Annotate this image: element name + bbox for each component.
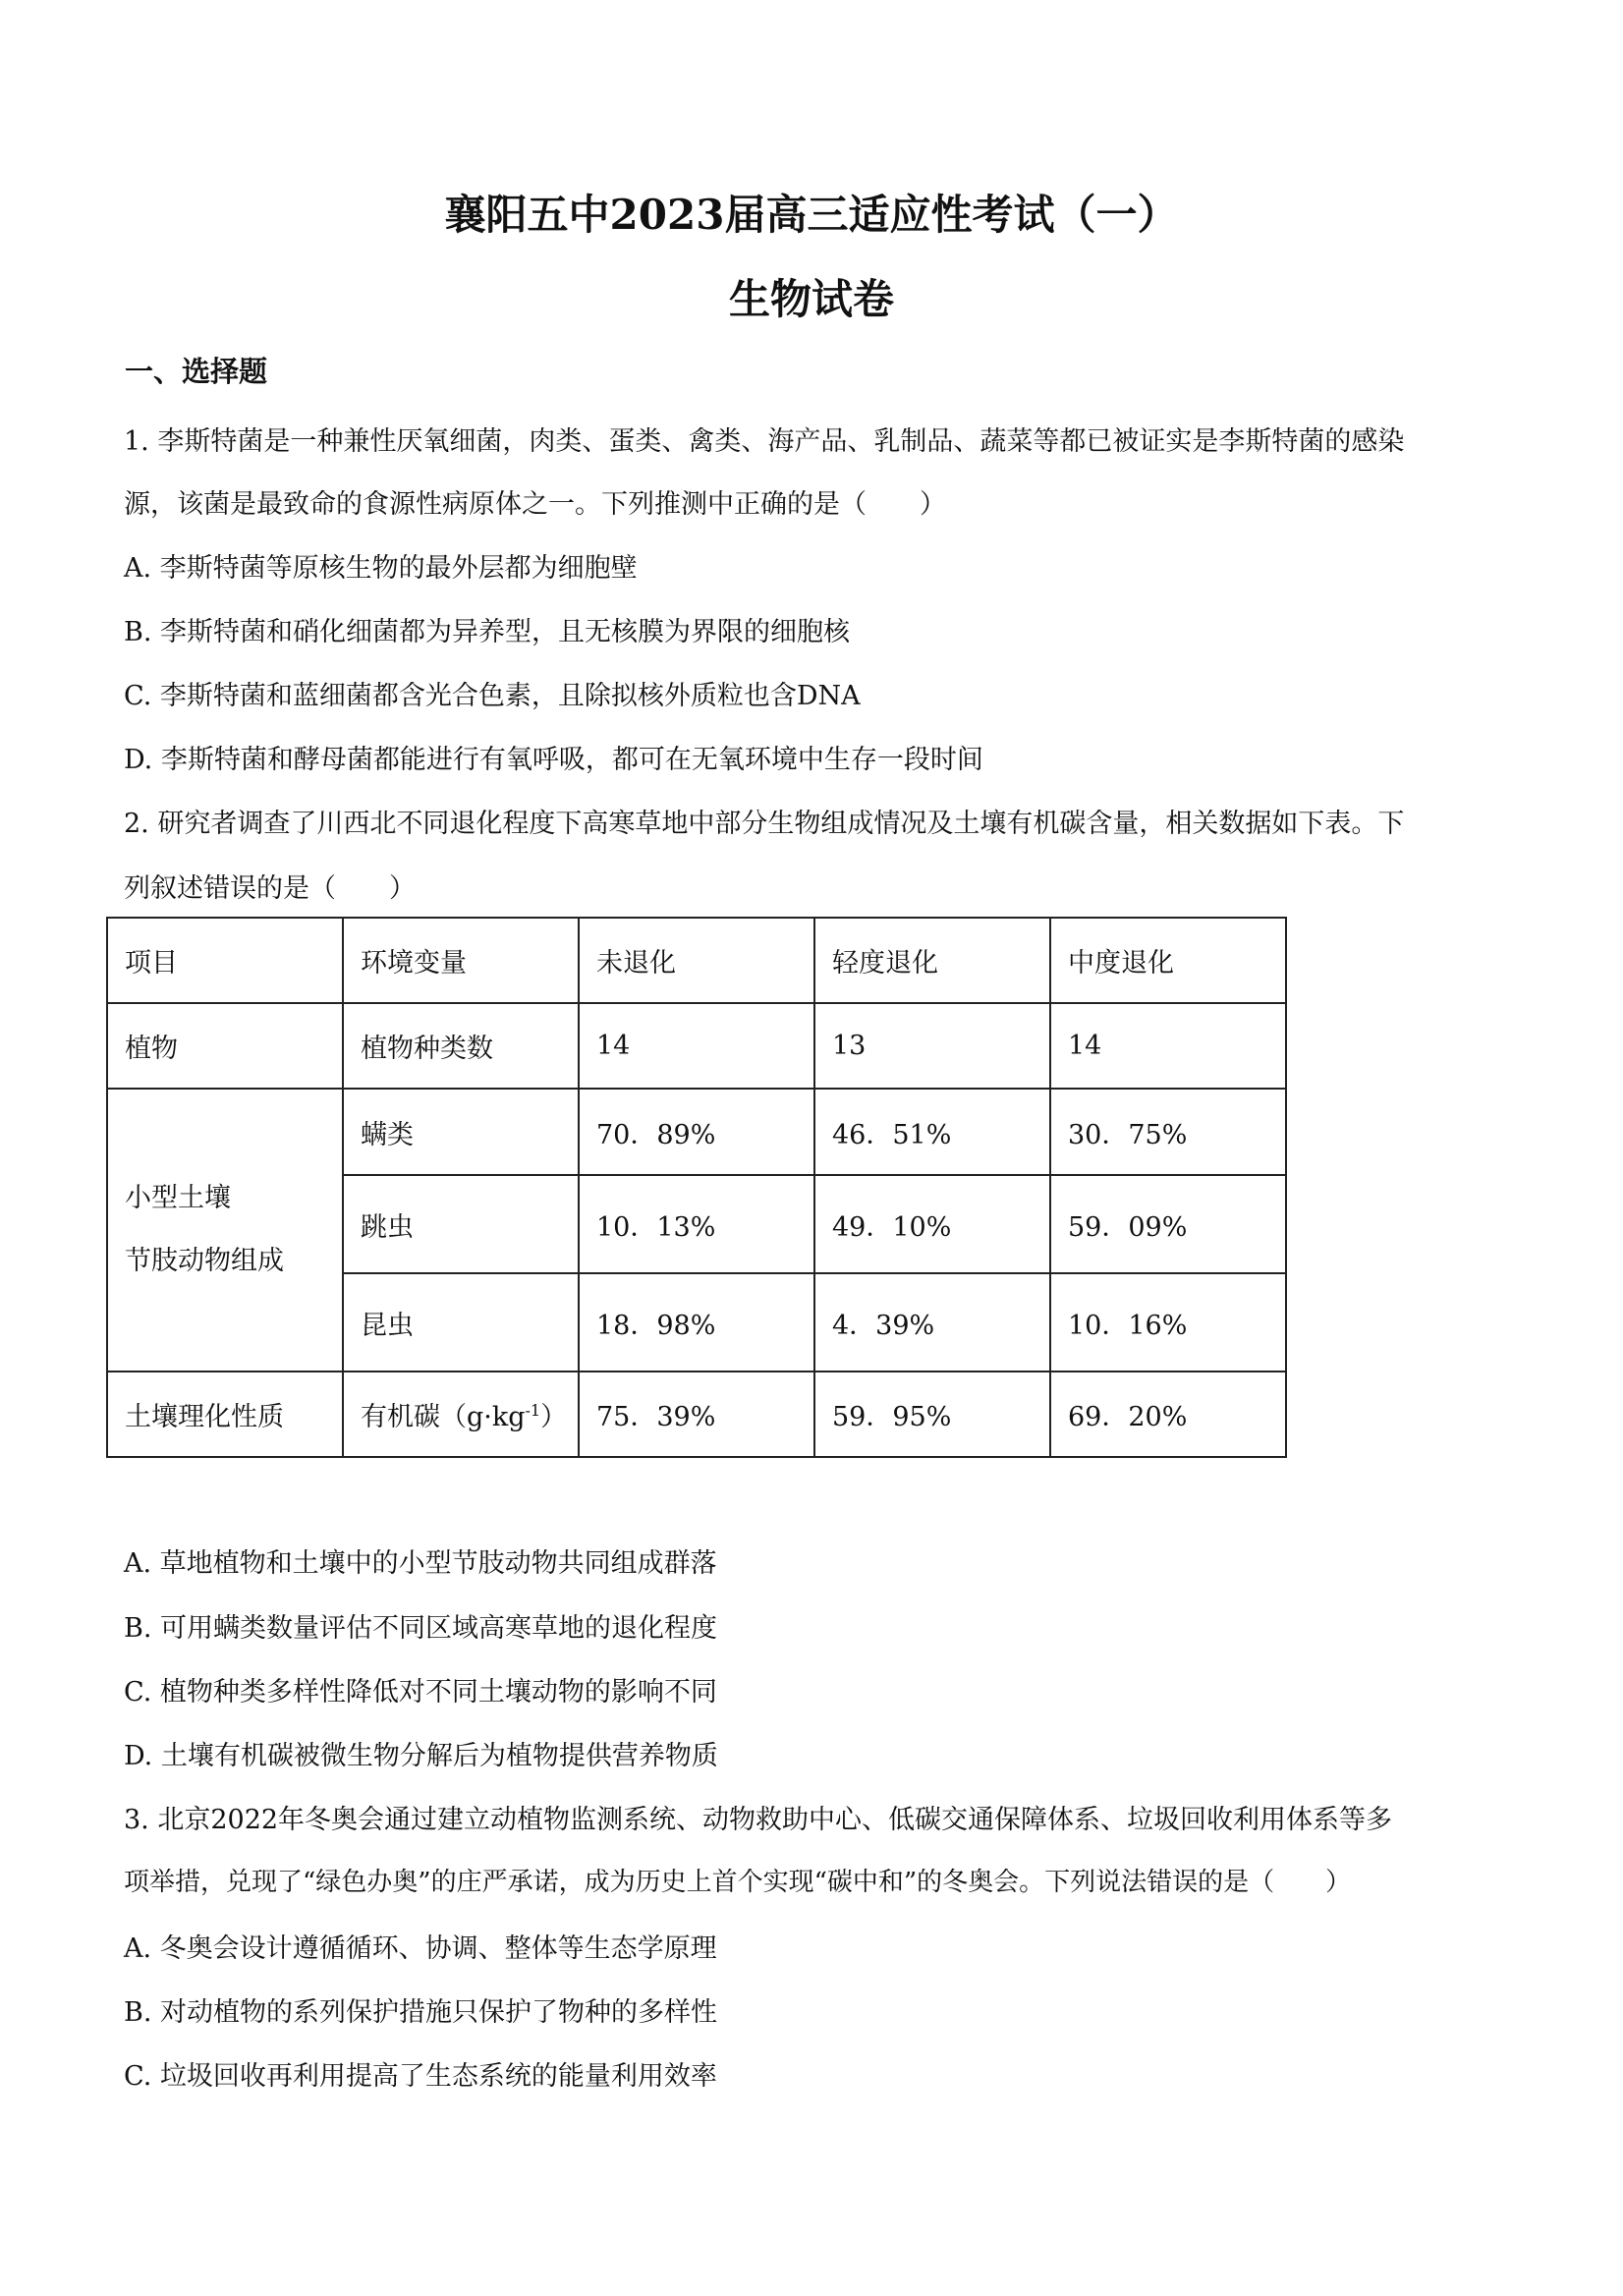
table-cell: 49．10% [814, 1175, 1050, 1273]
animal-item-line2: 节肢动物组成 [125, 1246, 284, 1276]
q2-option-b: B. 可用螨类数量评估不同区域高寒草地的退化程度 [124, 1613, 718, 1644]
table-cell: 昆虫 [343, 1273, 579, 1372]
q1-option-d: D. 李斯特菌和酵母菌都能进行有氧呼吸，都可在无氧环境中生存一段时间 [124, 745, 983, 775]
table-header-cell: 环境变量 [343, 918, 579, 1003]
table-cell: 13 [814, 1003, 1050, 1089]
table-row [107, 1372, 1286, 1457]
table-cell-merged [107, 1089, 343, 1372]
table-cell: 69．20% [1050, 1372, 1286, 1457]
table-row [107, 1089, 1286, 1175]
unit-suffix: ） [540, 1402, 568, 1432]
table-cell: 14 [1050, 1003, 1286, 1089]
table-cell: 土壤理化性质 [107, 1372, 343, 1457]
animal-item-line1: 小型土壤 [125, 1183, 231, 1213]
table-cell: 4．39% [814, 1273, 1050, 1372]
table-cell: 螨类 [343, 1089, 579, 1175]
q3-stem-line2: 项举措，兑现了“绿色办奥”的庄严承诺，成为历史上首个实现“碳中和”的冬奥会。下列说法错误的是（ ） [124, 1868, 1352, 1897]
table-cell: 18．98% [579, 1273, 814, 1372]
unit-prefix: 有机碳（g·kg [361, 1402, 526, 1432]
table-header-cell: 项目 [107, 918, 343, 1003]
q2-stem-line2: 列叙述错误的是（ ） [124, 873, 416, 904]
table-cell: 46．51% [814, 1089, 1050, 1175]
q1-option-a: A. 李斯特菌等原核生物的最外层都为细胞壁 [124, 553, 638, 584]
q1-option-b: B. 李斯特菌和硝化细菌都为异养型，且无核膜为界限的细胞核 [124, 617, 851, 647]
q2-option-d: D. 土壤有机碳被微生物分解后为植物提供营养物质 [124, 1741, 718, 1771]
table-cell: 59．95% [814, 1372, 1050, 1457]
table-header-cell: 未退化 [579, 918, 814, 1003]
unit-superscript: -1 [525, 1401, 541, 1420]
table-cell: 70．89% [579, 1089, 814, 1175]
table-header-cell: 中度退化 [1050, 918, 1286, 1003]
table-cell: 10．13% [579, 1175, 814, 1273]
q3-option-b: B. 对动植物的系列保护措施只保护了物种的多样性 [124, 1997, 718, 2028]
q3-option-a: A. 冬奥会设计遵循循环、协调、整体等生态学原理 [124, 1933, 717, 1964]
table-cell: 30．75% [1050, 1089, 1286, 1175]
table-cell: 植物 [107, 1003, 343, 1089]
q1-option-c: C. 李斯特菌和蓝细菌都含光合色素，且除拟核外质粒也含DNA [124, 681, 861, 711]
data-table [106, 917, 1287, 1458]
table-cell [343, 1372, 579, 1457]
q2-option-a: A. 草地植物和土壤中的小型节肢动物共同组成群落 [124, 1548, 717, 1579]
table-row [107, 1003, 1286, 1089]
table-cell: 跳虫 [343, 1175, 579, 1273]
table-cell: 植物种类数 [343, 1003, 579, 1089]
q3-option-c: C. 垃圾回收再利用提高了生态系统的能量利用效率 [124, 2061, 717, 2092]
section-heading: 一、选择题 [125, 355, 268, 388]
table-cell: 75．39% [579, 1372, 814, 1457]
table-header-row [107, 918, 1286, 1003]
table-cell: 59．09% [1050, 1175, 1286, 1273]
exam-subtitle: 生物试卷 [728, 275, 894, 323]
q2-stem-line1: 2. 研究者调查了川西北不同退化程度下高寒草地中部分生物组成情况及土壤有机碳含量，相关数据如下表。下 [124, 809, 1405, 839]
q3-stem-line1: 3. 北京2022年冬奥会通过建立动植物监测系统、动物救助中心、低碳交通保障体系、垃圾回收利用体系等多 [124, 1805, 1393, 1835]
table-cell: 10．16% [1050, 1273, 1286, 1372]
q2-option-c: C. 植物种类多样性降低对不同土壤动物的影响不同 [124, 1677, 717, 1708]
table-header-cell: 轻度退化 [814, 918, 1050, 1003]
exam-title: 襄阳五中2023届高三适应性考试（一） [444, 191, 1179, 239]
q1-stem-line2: 源，该菌是最致命的食源性病原体之一。下列推测中正确的是（ ） [124, 489, 946, 520]
table-cell: 14 [579, 1003, 814, 1089]
q1-stem-line1: 1. 李斯特菌是一种兼性厌氧细菌，肉类、蛋类、禽类、海产品、乳制品、蔬菜等都已被证实是李斯特菌的感染 [124, 426, 1405, 457]
